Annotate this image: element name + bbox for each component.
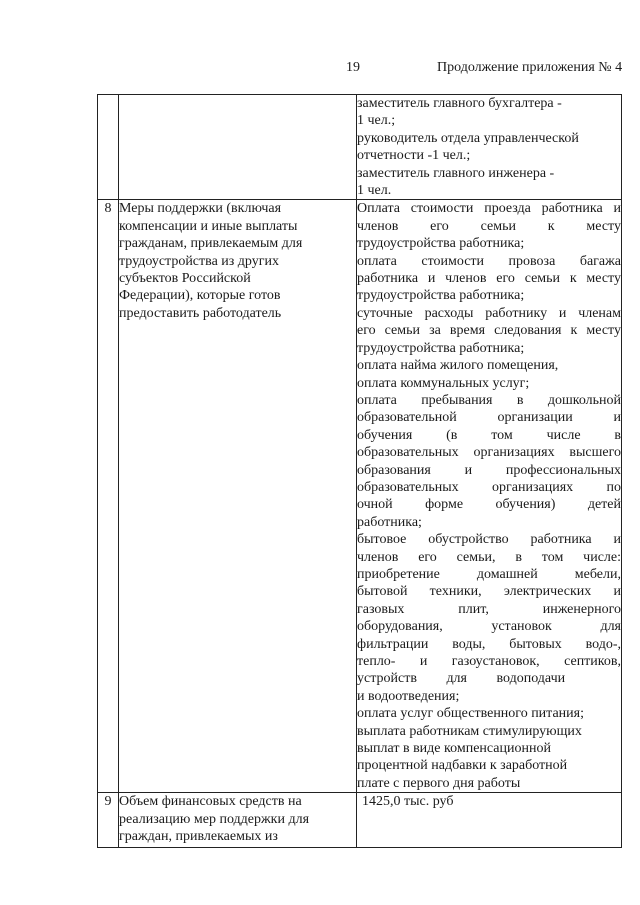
value-line: оплата найма жилого помещения,: [357, 358, 559, 374]
value-line: процентной надбавки к заработной: [357, 758, 568, 774]
row-number-cell: 9: [98, 793, 119, 848]
value-line: оплата услуг общественного питания;: [357, 706, 584, 722]
value-line: выплат в виде компенсационной: [357, 741, 551, 757]
row-number-cell: 8: [98, 200, 119, 793]
row-number-cell: [98, 95, 119, 200]
value-line: его семьи за время следования к месту: [357, 323, 621, 339]
value-line: оплата коммунальных услуг;: [357, 375, 530, 391]
description-line: компенсации и иные выплаты: [119, 218, 298, 234]
value-line: трудоустройства работника;: [357, 340, 525, 356]
value-line: трудоустройства работника;: [357, 288, 525, 304]
value-line: заместитель главного бухгалтера -: [357, 96, 562, 111]
value-line: плате с первого дня работы: [357, 775, 521, 791]
description-line: предоставить работодатель: [119, 305, 282, 321]
value-line: выплата работникам стимулирующих: [357, 723, 582, 739]
support-measures-table: [97, 94, 622, 848]
value-line: работника и членов его семьи к месту: [357, 271, 621, 287]
table-row: [98, 793, 622, 848]
value-line: обучения (в том числе в: [357, 427, 621, 443]
value-line: образовательных организациях высшего: [357, 445, 621, 461]
value-line: заместитель главного инженера -: [357, 165, 555, 181]
table-row: [98, 200, 622, 793]
value-line: приобретение домашней мебели,: [357, 566, 621, 582]
page-number: 19: [346, 60, 360, 75]
table-row: [98, 95, 622, 200]
row-value-cell: [357, 200, 622, 793]
value-line: бытовое обустройство работника и: [357, 532, 621, 548]
value-line: образования и профессиональных: [357, 462, 621, 478]
value-line: образовательной организации и: [357, 410, 621, 426]
value-line: газовых плит, инженерного: [357, 601, 621, 617]
value-line: членов его семьи, в том числе:: [357, 549, 621, 565]
value-line: членов его семьи к месту: [357, 218, 621, 234]
description-line: Объем финансовых средств на: [119, 794, 302, 810]
value-line: очной форме обучения) детей: [357, 497, 621, 513]
description-line: трудоустройства из других: [119, 253, 279, 269]
description-line: граждан, привлекаемых из: [119, 829, 278, 845]
row-description-cell: [119, 95, 357, 200]
value-line: оплата пребывания в дошкольной: [357, 392, 621, 408]
value-line: образовательных организациях по: [357, 479, 621, 495]
continuation-title: Продолжение приложения № 4: [437, 60, 623, 75]
funding-amount: 1425,0 тыс. руб: [362, 794, 454, 810]
value-line: работника;: [357, 514, 422, 530]
description-line: реализацию мер поддержки для: [119, 811, 310, 827]
value-line: Оплата стоимости проезда работника и: [357, 201, 621, 217]
value-line: фильтрации воды, бытовых водо-,: [357, 636, 621, 652]
value-line: и водоотведения;: [357, 688, 460, 704]
value-line: руководитель отдела управленческой: [357, 130, 579, 146]
row-value-cell: [357, 793, 622, 848]
value-line: трудоустройства работника;: [357, 236, 525, 252]
row-value-cell: [357, 95, 622, 200]
value-line: суточные расходы работнику и членам: [357, 305, 621, 321]
row-description-cell: [119, 200, 357, 793]
value-line: устройств для водоподачи: [357, 671, 566, 687]
row-description-cell: [119, 793, 357, 848]
value-line: оплата стоимости провоза багажа: [357, 253, 621, 269]
value-line: оборудования, установок для: [357, 619, 621, 635]
value-line: 1 чел.: [357, 183, 392, 199]
description-line: гражданам, привлекаемым для: [119, 236, 303, 252]
value-line: тепло- и газоустановок, септиков,: [357, 654, 621, 669]
value-line: бытовой техники, электрических и: [357, 584, 621, 600]
description-line: Меры поддержки (включая: [119, 201, 282, 217]
description-line: субъектов Российской: [119, 271, 251, 287]
value-line: 1 чел.;: [357, 113, 396, 129]
value-line: отчетности -1 чел.;: [357, 148, 471, 164]
page-header: [0, 60, 640, 80]
description-line: Федерации), которые готов: [119, 288, 281, 304]
